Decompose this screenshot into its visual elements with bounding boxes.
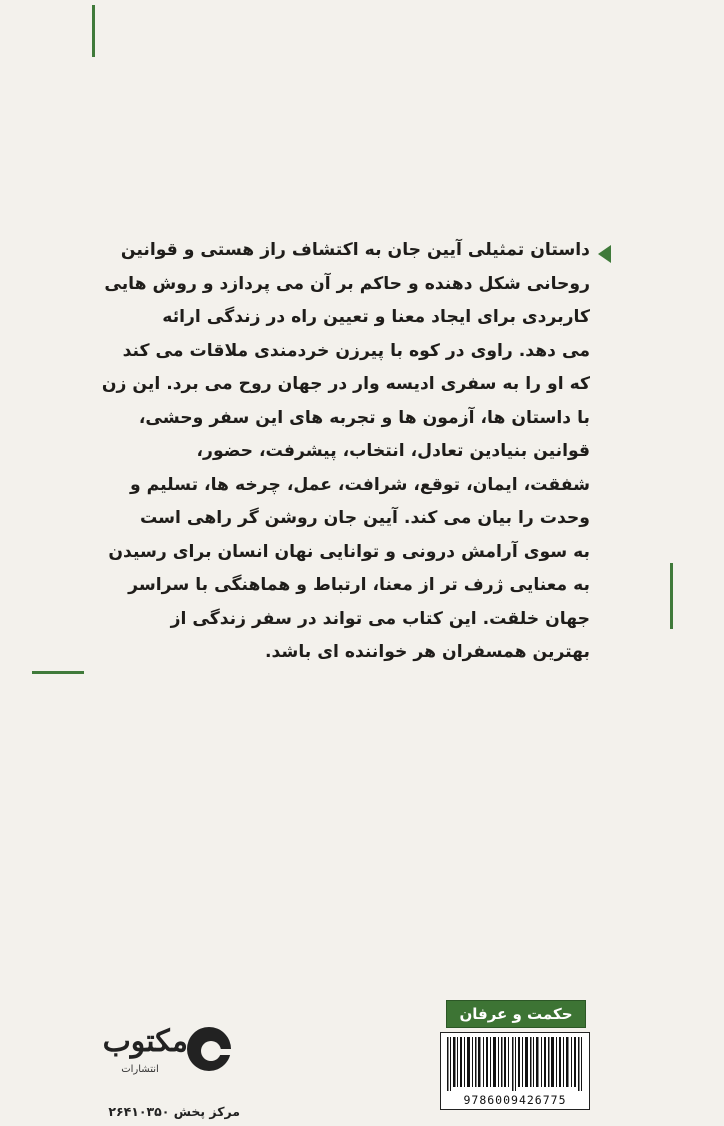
blurb-line: می دهد. راوی در کوه با پیرزن خردمندی ملاقات می کند (122, 340, 590, 361)
isbn-number: 9786009426775 (463, 1093, 567, 1107)
blurb-line: داستان تمثیلی آیین جان به اکتشاف راز هستی و قوانین (120, 240, 590, 260)
triangle-pointer-icon (598, 245, 611, 263)
blurb-line: به معنایی ژرف تر از معنا، ارتباط و هماهنگی با سراسر (128, 575, 590, 595)
blurb-line: جهان خلقت. این کتاب می تواند در سفر زندگی از (170, 608, 590, 629)
blurb-line: بهترین همسفران هر خواننده ای باشد. (264, 642, 590, 662)
publisher-subtitle: انتشارات (121, 1064, 159, 1075)
blurb-line: شفقت، ایمان، توقع، شرافت، عمل، چرخه ها، تسلیم و (129, 474, 590, 495)
blurb-line: روحانی شکل دهنده و حاکم بر آن می پردازد و روش هایی (104, 273, 590, 294)
distribution-phone: مرکز پخش ۲۶۴۱۰۳۵۰ (108, 1104, 240, 1119)
left-green-tick (32, 671, 84, 674)
publisher-block (90, 1018, 240, 1118)
blurb-line: قوانین بنیادین تعادل، انتخاب، پیشرفت، حضور، (196, 441, 590, 461)
top-green-tick (92, 5, 95, 57)
book-blurb (101, 234, 590, 670)
genre-label: حکمت و عرفان (446, 1000, 586, 1028)
publisher-name: مکتوب (102, 1024, 188, 1059)
blurb-line: که او را به سفری ادیسه وار در جهان روح می برد. این زن (101, 374, 590, 394)
barcode-icon (445, 1037, 585, 1091)
right-green-tick (670, 563, 673, 629)
blurb-line: با داستان ها، آزمون ها و تجربه های این سفر وحشی، (138, 407, 590, 428)
blurb-line: به سوی آرامش درونی و توانایی نهان انسان برای رسیدن (108, 541, 590, 562)
isbn-barcode (440, 1032, 590, 1110)
blurb-line: کاربردی برای ایجاد معنا و تعیین راه در زندگی ارائه (162, 307, 590, 327)
blurb-line: وحدت را بیان می کند. آیین جان روشن گر راهی است (139, 508, 590, 528)
publisher-logo-icon (184, 1024, 234, 1074)
